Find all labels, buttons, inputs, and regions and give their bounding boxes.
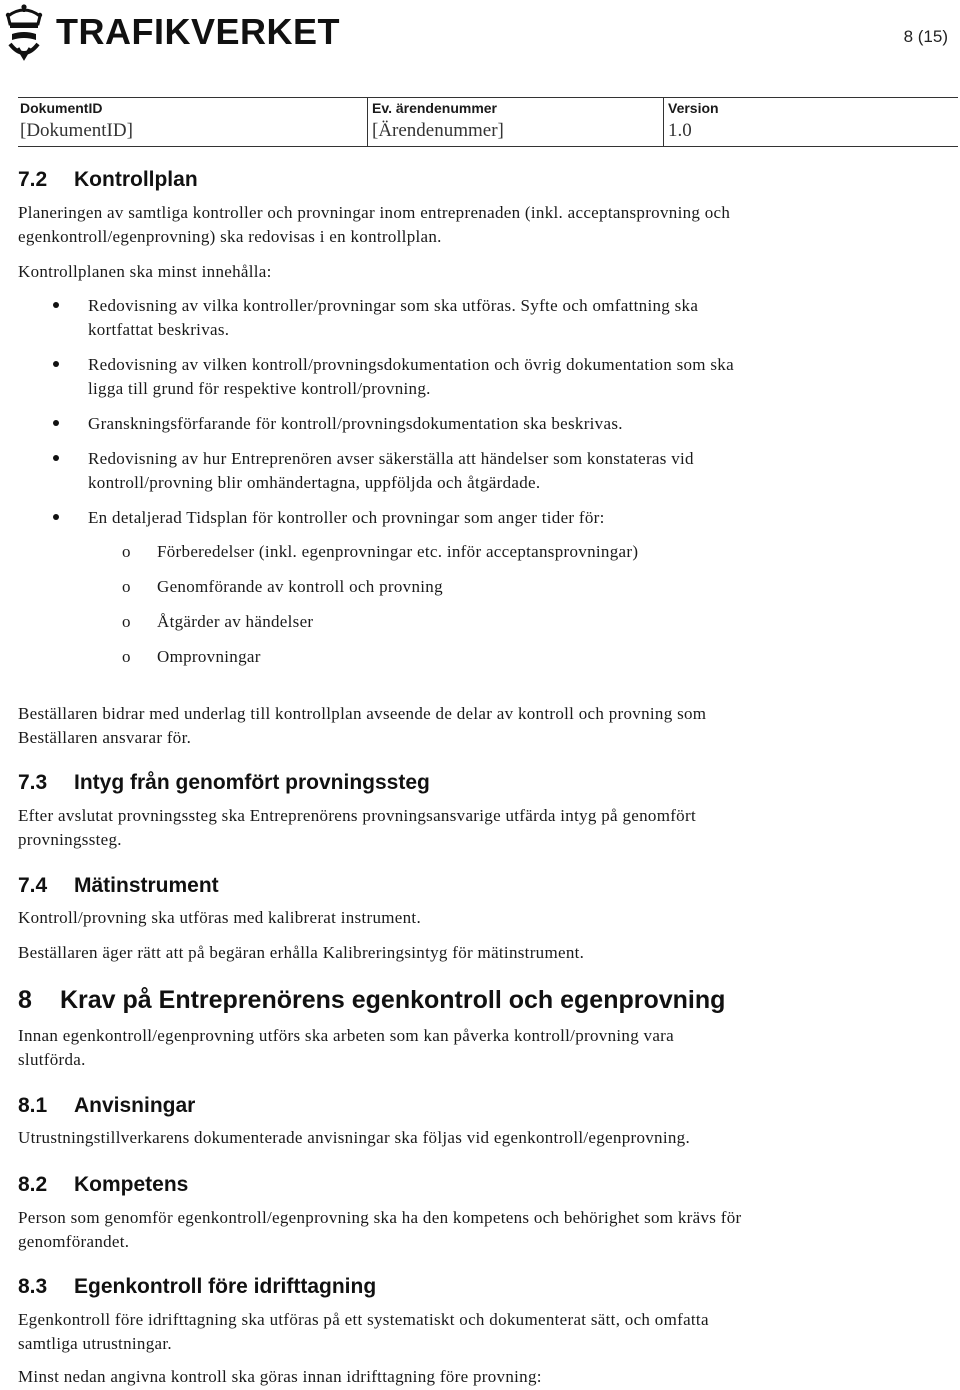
text-line: provningssteg. (18, 829, 122, 849)
text-line: genomförandet. (18, 1231, 130, 1251)
paragraph (18, 201, 938, 248)
bullet-item (88, 353, 928, 400)
sub-list-item (122, 610, 314, 634)
bullet-icon (53, 420, 59, 426)
circle-bullet-icon: o (122, 542, 131, 561)
section-number: 8 (18, 986, 32, 1014)
section-number: 7.2 (18, 168, 48, 191)
text-line: egenkontroll/egenprovning) ska redovisas i en kontrollplan. (18, 226, 442, 246)
sub-item-text: Åtgärder av händelser (157, 612, 314, 631)
section-heading-7-4 (18, 874, 219, 898)
section-heading-7-2 (18, 168, 198, 192)
bullet-icon (53, 455, 59, 461)
paragraph: Kontrollplanen ska minst innehålla: (18, 262, 272, 281)
bullet-item (88, 506, 928, 530)
circle-bullet-icon: o (122, 647, 131, 666)
trafikverket-logo (2, 2, 340, 62)
text-line: slutförda. (18, 1049, 86, 1069)
section-title: Egenkontroll före idrifttagning (74, 1275, 377, 1298)
crown-icon (2, 2, 46, 62)
section-number: 7.4 (18, 874, 48, 897)
text-line: Planeringen av samtliga kontroller och provningar inom entreprenaden (inkl. acceptansprovning och (18, 203, 731, 222)
text-line: Beställaren bidrar med underlag till kontrollplan avseende de delar av kontroll och provning som (18, 704, 707, 723)
sub-list-item (122, 645, 261, 669)
chapter-heading-8 (18, 986, 725, 1015)
text-line: kortfattat beskrivas. (88, 319, 230, 339)
paragraph: Utrustningstillverkarens dokumenterade anvisningar ska följas vid egenkontroll/egenprovning. (18, 1128, 691, 1147)
section-number: 8.1 (18, 1094, 48, 1117)
paragraph: Minst nedan angivna kontroll ska göras innan idrifttagning före provning: (18, 1367, 542, 1386)
logo-wordmark: TRAFIKVERKET (56, 11, 340, 52)
page-number: 8 (15) (903, 27, 948, 46)
bullet-icon (53, 361, 59, 367)
circle-bullet-icon: o (122, 612, 131, 631)
section-number: 8.3 (18, 1275, 48, 1298)
meta-doc-id-label: DokumentID (20, 100, 103, 116)
section-title: Intyg från genomfört provningssteg (74, 771, 430, 794)
paragraph (18, 1308, 938, 1355)
text-line: samtliga utrustningar. (18, 1333, 172, 1353)
bullet-item (88, 447, 928, 494)
text-line: Granskningsförfarande för kontroll/provningsdokumentation ska beskrivas. (88, 414, 623, 433)
paragraph (18, 804, 938, 851)
paragraph (18, 702, 938, 749)
document-meta-table (18, 97, 958, 147)
meta-case-value: [Ärendenummer] (372, 120, 504, 141)
bullet-item (88, 412, 928, 436)
section-title: Kompetens (74, 1173, 189, 1196)
section-heading-7-3 (18, 771, 430, 795)
section-heading-8-3 (18, 1275, 376, 1299)
paragraph (18, 1024, 938, 1071)
section-title: Anvisningar (74, 1094, 196, 1117)
meta-version-value: 1.0 (668, 120, 692, 141)
text-line: En detaljerad Tidsplan för kontroller och provningar som anger tider för: (88, 508, 605, 527)
meta-version-label: Version (668, 100, 719, 116)
meta-divider (367, 98, 368, 146)
text-line: Efter avslutat provningssteg ska Entreprenörens provningsansvarige utfärda intyg på genomfört (18, 806, 696, 825)
text-line: kontroll/provning blir omhändertagna, uppföljda och åtgärdade. (88, 472, 541, 492)
bullet-icon (53, 514, 59, 520)
section-title: Kontrollplan (74, 168, 198, 191)
section-number: 7.3 (18, 771, 48, 794)
paragraph: Beställaren äger rätt att på begäran erhålla Kalibreringsintyg för mätinstrument. (18, 943, 585, 962)
text-line: ligga till grund för respektive kontroll/provning. (88, 378, 431, 398)
meta-divider (663, 98, 664, 146)
meta-doc-id-value: [DokumentID] (20, 120, 133, 141)
circle-bullet-icon: o (122, 577, 131, 596)
text-line: Innan egenkontroll/egenprovning utförs ska arbeten som kan påverka kontroll/provning vara (18, 1026, 674, 1045)
text-line: Redovisning av vilka kontroller/provningar som ska utföras. Syfte och omfattning ska (88, 296, 699, 315)
section-number: 8.2 (18, 1173, 48, 1196)
paragraph: Kontroll/provning ska utföras med kalibrerat instrument. (18, 908, 421, 927)
text-line: Redovisning av hur Entreprenören avser säkerställa att händelser som konstateras vid (88, 449, 694, 468)
sub-list-item (122, 540, 639, 564)
section-title: Mätinstrument (74, 874, 219, 897)
text-line: Beställaren ansvarar för. (18, 727, 192, 747)
sub-item-text: Förberedelser (inkl. egenprovningar etc. inför acceptansprovningar) (157, 542, 639, 561)
section-heading-8-1 (18, 1094, 195, 1118)
sub-list-item (122, 575, 443, 599)
sub-item-text: Genomförande av kontroll och provning (157, 577, 443, 596)
section-heading-8-2 (18, 1173, 188, 1197)
meta-case-label: Ev. ärendenummer (372, 100, 498, 116)
paragraph (18, 1206, 938, 1253)
sub-item-text: Omprovningar (157, 647, 261, 666)
text-line: Redovisning av vilken kontroll/provningsdokumentation och övrig dokumentation som ska (88, 355, 734, 374)
bullet-item (88, 294, 928, 341)
text-line: Person som genomför egenkontroll/egenprovning ska ha den kompetens och behörighet som krävs för (18, 1208, 742, 1227)
section-title: Krav på Entreprenörens egenkontroll och egenprovning (60, 986, 726, 1014)
bullet-icon (53, 302, 59, 308)
text-line: Egenkontroll före idrifttagning ska utföras på ett systematiskt och dokumenterat sätt, och omfatta (18, 1310, 709, 1329)
